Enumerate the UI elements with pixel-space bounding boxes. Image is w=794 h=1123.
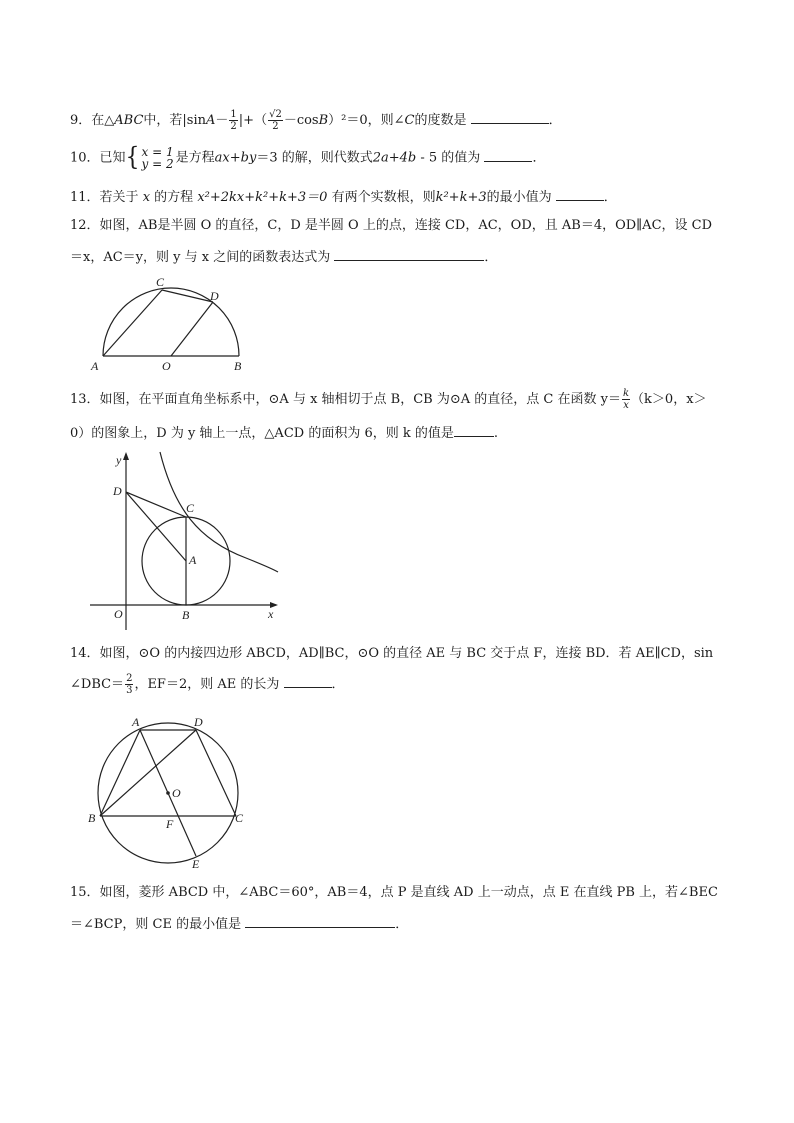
label-o: O [162, 359, 171, 373]
label-a: A [132, 715, 140, 729]
fraction-two-thirds: $\frac{2}{3}$ [126, 673, 133, 696]
hyperbola-curve [160, 452, 278, 572]
label-c: C [235, 811, 244, 825]
brace-symbol: { [125, 143, 140, 172]
figure-13-coordinate-plane [86, 448, 286, 633]
label-d: D [113, 484, 122, 498]
q12-line2: ＝x，AC＝y，则 y 与 x 之间的函数表达式为 [70, 250, 331, 265]
segment-ab [100, 730, 140, 816]
label-f: F [166, 817, 174, 831]
label-c: C [156, 276, 165, 289]
answer-blank[interactable] [556, 187, 604, 201]
label-y: y [116, 453, 122, 467]
figure-12-semicircle [86, 276, 256, 376]
question-13: 13．如图，在平面直角坐标系中，⊙A 与 x 轴相切于点 B，CB 为⊙A 的直径，点 C 在函数 y＝ $\frac{k}{x}$ （k＞0，x＞ 0）的图象上，D 为 y 轴上一点，△ACD 的面积为 6，则 k 的值是 . [70, 388, 707, 441]
answer-blank[interactable] [454, 423, 494, 437]
answer-blank[interactable] [484, 148, 532, 162]
answer-blank[interactable] [471, 110, 549, 124]
label-a: A [189, 553, 197, 567]
question-10: 10．已知{ x = 1 y = 2 是方程ax+by＝3 的解，则代数式2a+4b - 5 的值为 ． [70, 143, 546, 172]
answer-blank[interactable] [284, 674, 332, 688]
center-point [166, 791, 170, 795]
question-14: 14．如图，⊙O 的内接四边形 ABCD，AD∥BC，⊙O 的直径 AE 与 BC 交于点 F，连接 BD．若 AE∥CD，sin ∠DBC＝ $\frac{2}{3}$ ，EF＝2，则 AE 的长为 ． [70, 646, 714, 696]
segment-cd [162, 290, 213, 302]
segment-dc [196, 730, 236, 816]
figure-14-inscribed-quadrilateral [86, 712, 256, 872]
label-c: C [186, 501, 195, 515]
fraction-k-over-x: $\frac{k}{x}$ [622, 388, 630, 411]
label-x: x [268, 607, 274, 621]
label-o: O [114, 607, 123, 621]
label-b: B [234, 359, 242, 373]
label-e: E [192, 857, 200, 871]
question-11: 11．若关于 x 的方程 x²+2kx+k²+k+3＝0 有两个实数根，则k²+k+3的最小值为 ． [70, 187, 617, 207]
segment-da [126, 492, 186, 561]
equation-system: x = 1 y = 2 [141, 145, 174, 171]
q12-line1: 12．如图，AB是半圆 O 的直径，C，D 是半圆 O 上的点，连接 CD，AC，OD，且 AB＝4，OD∥AC，设 CD [70, 218, 713, 233]
label-d: D [194, 715, 203, 729]
question-15: 15．如图，菱形 ABCD 中，∠ABC＝60°，AB＝4，点 P 是直线 AD 上一动点，点 E 在直线 PB 上，若∠BEC ＝∠BCP，则 CE 的最小值是 ． [70, 885, 718, 932]
segment-bd [100, 730, 196, 816]
segment-od [171, 302, 213, 356]
q9-number: 9． [70, 113, 92, 128]
label-b: B [88, 811, 96, 825]
label-a: A [91, 359, 99, 373]
question-9: 9．在△ABC中，若|sinA－ $\frac{1}{2}$ |+（ $\frac{√2}{2}$ －cosB）²＝0，则∠C的度数是 ． [70, 109, 562, 132]
label-o: O [172, 786, 181, 800]
segment-dc [126, 492, 186, 517]
fraction-one-half: $\frac{1}{2}$ [230, 109, 237, 132]
answer-blank[interactable] [245, 914, 395, 928]
question-12: 12．如图，AB是半圆 O 的直径，C，D 是半圆 O 上的点，连接 CD，AC，OD，且 AB＝4，OD∥AC，设 CD ＝x，AC＝y，则 y 与 x 之间的函数表达式为 ． [70, 218, 713, 265]
label-b: B [182, 608, 190, 622]
fraction-root2-over-2: $\frac{√2}{2}$ [269, 109, 282, 132]
answer-blank[interactable] [334, 247, 484, 261]
y-axis-arrow [123, 452, 129, 460]
label-d: D [210, 289, 219, 303]
